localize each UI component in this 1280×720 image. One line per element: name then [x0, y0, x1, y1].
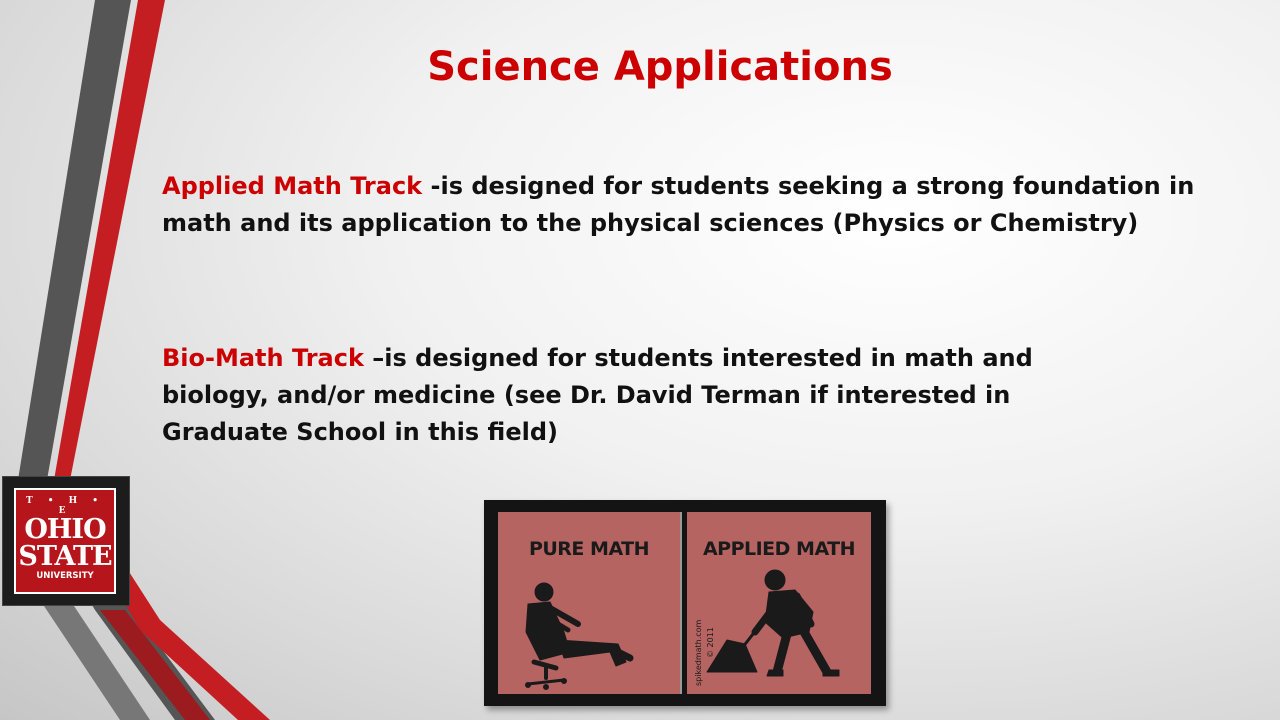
panel-divider: [680, 512, 682, 694]
pure-math-panel: [498, 512, 680, 694]
slide-title: Science Applications: [427, 44, 893, 90]
applied-math-track-paragraph: [162, 168, 1262, 242]
reclining-man-figure: [498, 512, 680, 694]
applied-math-track-description: -is designed for students seeking a strong foundation in math and its application to the physical sciences (Physics or Chemistry): [162, 172, 1195, 237]
logo-state-text: STATE: [18, 541, 112, 572]
bio-math-track-paragraph: [162, 340, 1102, 451]
logo-badge: [14, 488, 116, 594]
logo-university-text: UNIVERSITY: [36, 571, 94, 581]
bio-math-track-term: Bio-Math Track: [162, 344, 373, 372]
applied-math-label: APPLIED MATH: [702, 538, 856, 560]
ohio-state-logo: [2, 476, 130, 606]
applied-math-track-term: Applied Math Track: [162, 172, 431, 200]
logo-the-text: T • H • E: [25, 496, 105, 516]
comic-credit-year: © 2011: [706, 627, 715, 658]
bio-math-track-description: –is designed for students interested in math and biology, and/or medicine (see Dr. David Terman if interested in Graduate School in this field): [162, 344, 1033, 446]
pure-math-label: PURE MATH: [528, 538, 650, 560]
logo-ohio-text: OHIO: [24, 514, 106, 545]
math-comic-image: [484, 500, 886, 706]
comic-credit-site: spikedmath.com: [694, 619, 703, 686]
